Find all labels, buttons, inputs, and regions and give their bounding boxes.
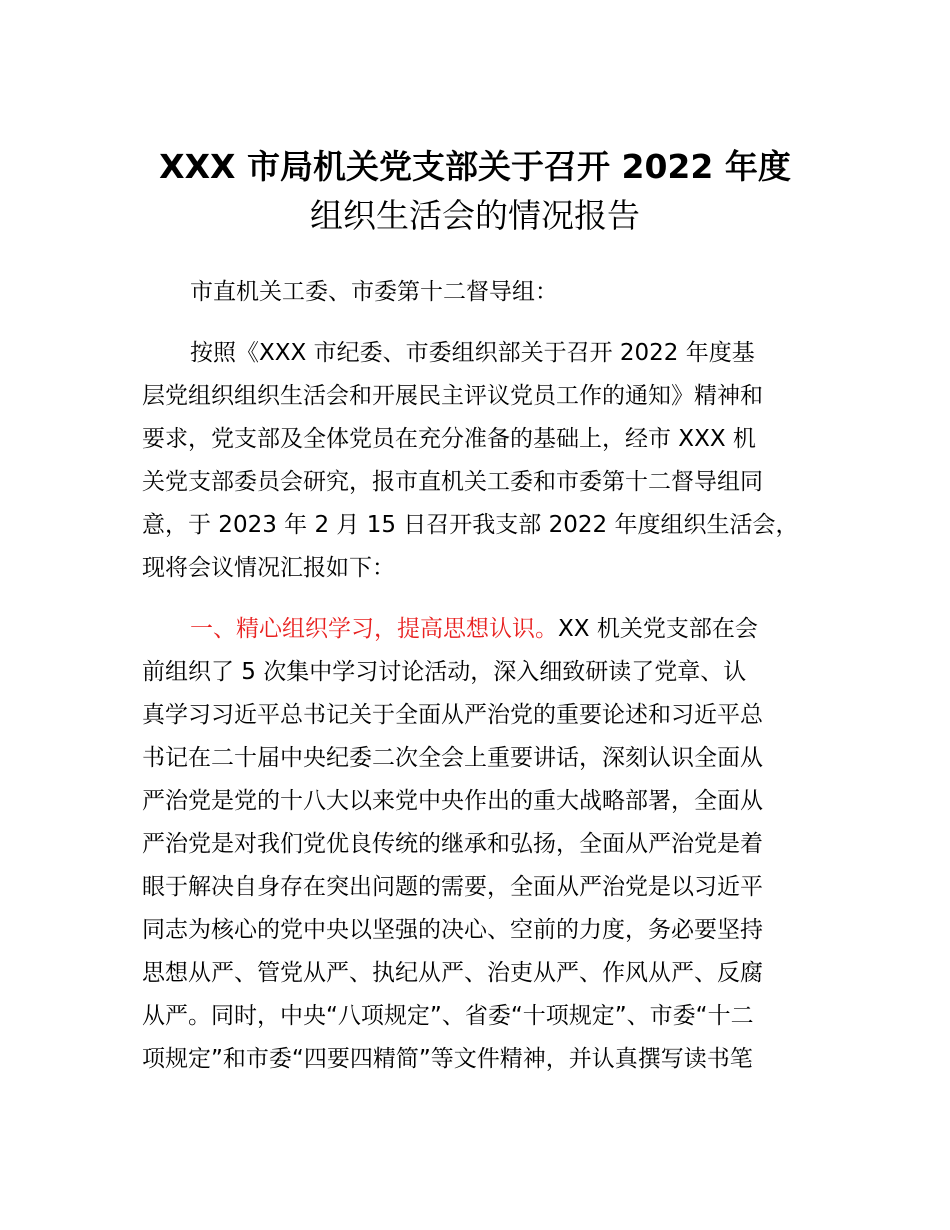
paragraph-line: 层党组织组织生活会和开展民主评议党员工作的通知》精神和 [142, 383, 763, 409]
document-title-line-2: 组织生活会的情况报告 [310, 196, 640, 235]
section-1-heading: 一、精心组织学习，提高思想认识。 [190, 616, 558, 642]
paragraph-line: 严治党是对我们党优良传统的继承和弘扬，全面从严治党是着 [142, 831, 763, 857]
paragraph-line: 同志为核心的党中央以坚强的决心、空前的力度，务必要坚持 [142, 917, 763, 943]
paragraph-line: 真学习习近平总书记关于全面从严治党的重要论述和习近平总 [142, 702, 763, 728]
paragraph-line: 意，于 2023 年 2 月 15 日召开我支部 2022 年度组织生活会， [142, 512, 799, 538]
paragraph-line: 现将会议情况汇报如下： [142, 555, 395, 581]
paragraph-line: 眼于解决自身存在突出问题的需要，全面从严治党是以习近平 [142, 874, 763, 900]
section-1-first-line [190, 614, 758, 644]
paragraph-line: 项规定”和市委“四要四精简”等文件精神，并认真撰写读书笔 [142, 1046, 753, 1072]
paragraph-line: 思想从严、管党从严、执纪从严、治吏从严、作风从严、反腐 [142, 960, 763, 986]
paragraph-line: 要求，党支部及全体党员在充分准备的基础上，经市 XXX 机 [142, 426, 756, 452]
salutation: 市直机关工委、市委第十二督导组： [190, 279, 558, 305]
paragraph-line: 严治党是党的十八大以来党中央作出的重大战略部署，全面从 [142, 788, 763, 814]
document-title-line-1: XXX 市局机关党支部关于召开 2022 年度 [159, 147, 791, 186]
section-1-text-start: XX 机关党支部在会 [558, 616, 758, 642]
paragraph-line: 按照《XXX 市纪委、市委组织部关于召开 2022 年度基 [190, 340, 755, 366]
paragraph-line: 前组织了 5 次集中学习讨论活动，深入细致研读了党章、认 [142, 659, 747, 685]
paragraph-line: 书记在二十届中央纪委二次全会上重要讲话，深刻认识全面从 [142, 745, 763, 771]
paragraph-line: 关党支部委员会研究，报市直机关工委和市委第十二督导组同 [142, 469, 763, 495]
paragraph-line: 从严。同时，中央“八项规定”、省委“十项规定”、市委“十二 [142, 1003, 754, 1029]
